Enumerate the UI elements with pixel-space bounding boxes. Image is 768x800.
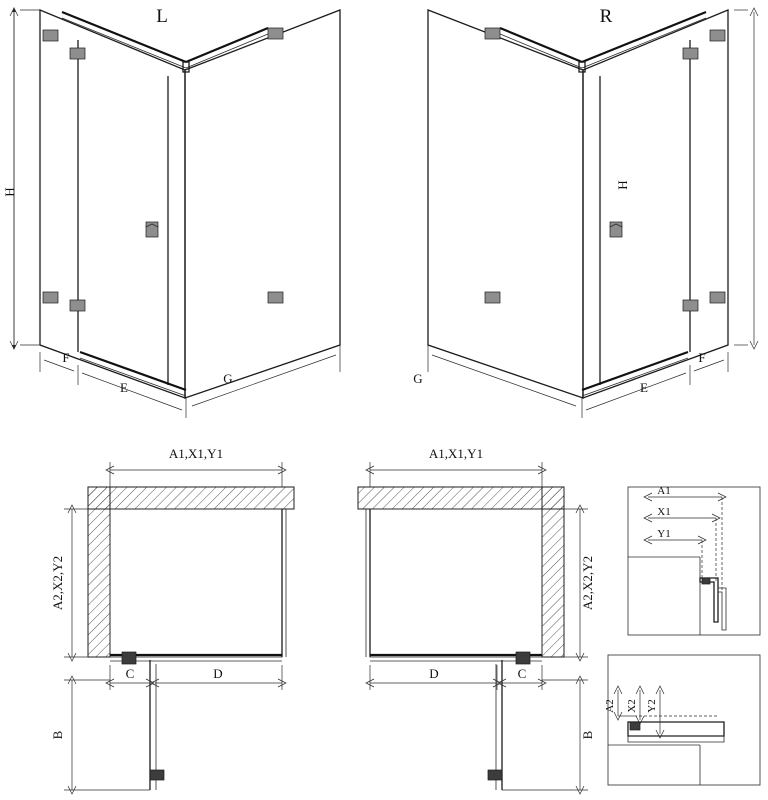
iso-right-handing-label: R — [599, 6, 613, 27]
detail-view-bottom — [604, 655, 760, 785]
plan-right-top-dimension: A1,X1,Y1 — [428, 446, 484, 461]
plan-left-side-dimension: A2,X2,Y2 — [50, 555, 65, 611]
plan-right-side-dimension: A2,X2,Y2 — [580, 555, 595, 611]
plan-view-left — [50, 446, 294, 794]
plan-left-top-dimension: A1,X1,Y1 — [168, 446, 224, 461]
detail-top-label-a1: A1 — [657, 485, 671, 497]
plan-right-dimension-c: C — [517, 666, 527, 681]
iso-left-height-label: H — [2, 187, 17, 197]
detail-bottom-label-x2: X2 — [626, 699, 638, 713]
plan-left-swing-dimension: B — [50, 730, 65, 740]
iso-right-height-label: H — [615, 180, 630, 190]
iso-right-base-label-g: G — [413, 371, 423, 386]
iso-right-base-label-e: E — [640, 380, 648, 395]
plan-left-dimension-d: D — [213, 666, 223, 681]
detail-bottom-label-a2: A2 — [604, 699, 616, 713]
plan-right-swing-dimension: B — [580, 730, 595, 740]
detail-top-label-x1: X1 — [657, 506, 671, 518]
detail-bottom-label-y2: Y2 — [646, 699, 658, 713]
detail-view-top — [628, 485, 760, 635]
iso-view-left — [2, 6, 340, 418]
plan-left-dimension-c: C — [125, 666, 135, 681]
plan-right-dimension-d: D — [429, 666, 439, 681]
iso-right-base-label-f: F — [698, 350, 706, 365]
iso-left-base-label-f: F — [62, 350, 70, 365]
iso-left-base-label-e: E — [120, 380, 128, 395]
iso-view-right — [413, 6, 758, 418]
detail-top-label-y1: Y1 — [657, 528, 671, 540]
iso-left-base-label-g: G — [223, 371, 233, 386]
plan-view-right — [358, 446, 595, 794]
iso-left-handing-label: L — [156, 6, 168, 27]
